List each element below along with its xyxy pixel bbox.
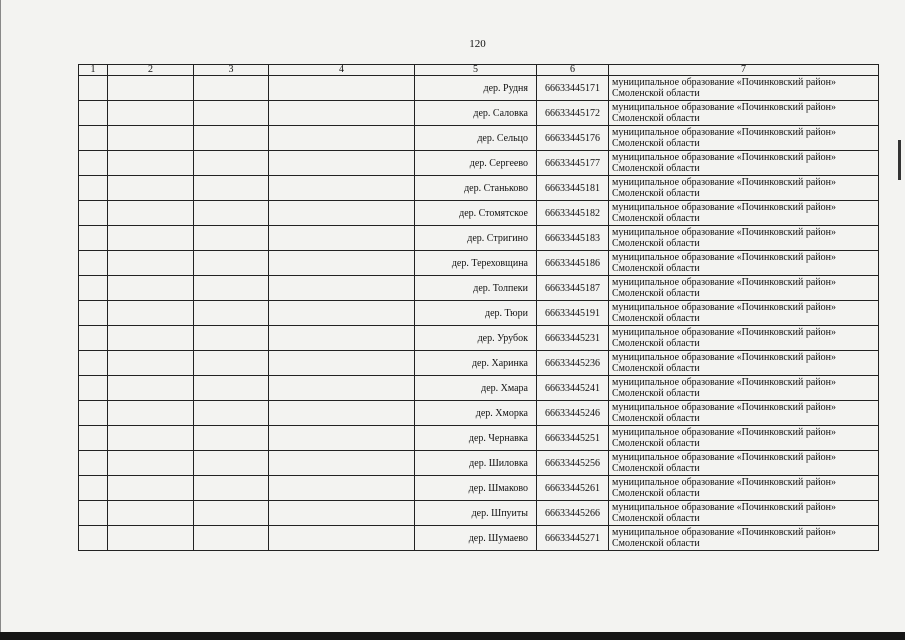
empty-cell: [269, 226, 415, 251]
empty-cell: [79, 276, 108, 301]
region-line: Смоленской области: [612, 288, 700, 299]
region-line: Смоленской области: [612, 238, 700, 249]
municipality-line: муниципальное образование «Починковский район»: [612, 202, 837, 213]
municipality-cell: [609, 401, 879, 426]
region-line: Смоленской области: [612, 488, 700, 499]
scan-margin-mark: [893, 132, 902, 138]
settlement-name-cell: дер. Шмаково: [415, 476, 537, 501]
settlement-name-cell: дер. Сергеево: [415, 151, 537, 176]
municipality-line: муниципальное образование «Починковский район»: [612, 502, 837, 513]
oktmo-code-cell: 66633445182: [537, 201, 609, 226]
column-header: 5: [415, 65, 537, 76]
empty-cell: [194, 276, 269, 301]
municipality-line: муниципальное образование «Починковский район»: [612, 527, 837, 538]
settlement-name-cell: дер. Саловка: [415, 101, 537, 126]
empty-cell: [108, 351, 194, 376]
region-line: Смоленской области: [612, 438, 700, 449]
empty-cell: [108, 376, 194, 401]
empty-cell: [194, 301, 269, 326]
empty-cell: [269, 76, 415, 101]
column-header: 6: [537, 65, 609, 76]
region-line: Смоленской области: [612, 538, 700, 549]
empty-cell: [194, 401, 269, 426]
region-line: Смоленской области: [612, 138, 700, 149]
table-row: [79, 176, 879, 201]
empty-cell: [269, 126, 415, 151]
settlement-name-cell: дер. Шумаево: [415, 526, 537, 551]
empty-cell: [79, 151, 108, 176]
empty-cell: [269, 276, 415, 301]
empty-cell: [194, 426, 269, 451]
empty-cell: [269, 101, 415, 126]
municipality-line: муниципальное образование «Починковский район»: [612, 452, 837, 463]
page-number: 120: [469, 38, 486, 50]
municipality-cell: [609, 476, 879, 501]
settlement-name-cell: дер. Станьково: [415, 176, 537, 201]
settlement-name-cell: дер. Чернавка: [415, 426, 537, 451]
settlement-name-cell: дер. Тереховщина: [415, 251, 537, 276]
table-row: [79, 76, 879, 101]
empty-cell: [108, 401, 194, 426]
municipality-cell: [609, 176, 879, 201]
region-line: Смоленской области: [612, 363, 700, 374]
empty-cell: [269, 426, 415, 451]
oktmo-code-cell: 66633445261: [537, 476, 609, 501]
municipality-cell: [609, 301, 879, 326]
empty-cell: [269, 151, 415, 176]
settlements-table: [78, 64, 879, 551]
municipality-cell: [609, 376, 879, 401]
municipality-cell: [609, 151, 879, 176]
oktmo-code-cell: 66633445266: [537, 501, 609, 526]
municipality-cell: [609, 251, 879, 276]
table-row: [79, 426, 879, 451]
region-line: Смоленской области: [612, 88, 700, 99]
oktmo-code-cell: 66633445171: [537, 76, 609, 101]
oktmo-code-cell: 66633445271: [537, 526, 609, 551]
empty-cell: [194, 201, 269, 226]
region-line: Смоленской области: [612, 513, 700, 524]
empty-cell: [194, 376, 269, 401]
settlement-name-cell: дер. Сельцо: [415, 126, 537, 151]
empty-cell: [269, 326, 415, 351]
region-line: Смоленской области: [612, 388, 700, 399]
empty-cell: [194, 501, 269, 526]
municipality-line: муниципальное образование «Починковский район»: [612, 252, 837, 263]
municipality-cell: [609, 101, 879, 126]
settlement-name-cell: дер. Шпуиты: [415, 501, 537, 526]
oktmo-code-cell: 66633445246: [537, 401, 609, 426]
region-line: Смоленской области: [612, 163, 700, 174]
table-row: [79, 326, 879, 351]
empty-cell: [79, 101, 108, 126]
empty-cell: [269, 376, 415, 401]
settlement-name-cell: дер. Урубок: [415, 326, 537, 351]
empty-cell: [79, 401, 108, 426]
empty-cell: [79, 351, 108, 376]
empty-cell: [194, 151, 269, 176]
empty-cell: [108, 501, 194, 526]
empty-cell: [108, 276, 194, 301]
empty-cell: [269, 176, 415, 201]
table-row: [79, 526, 879, 551]
oktmo-code-cell: 66633445236: [537, 351, 609, 376]
oktmo-code-cell: 66633445256: [537, 451, 609, 476]
region-line: Смоленской области: [612, 188, 700, 199]
municipality-line: муниципальное образование «Починковский район»: [612, 477, 837, 488]
oktmo-code-cell: 66633445181: [537, 176, 609, 201]
empty-cell: [269, 401, 415, 426]
empty-cell: [194, 126, 269, 151]
municipality-cell: [609, 226, 879, 251]
table-row: [79, 451, 879, 476]
empty-cell: [269, 476, 415, 501]
empty-cell: [194, 176, 269, 201]
table-row: [79, 201, 879, 226]
settlement-name-cell: дер. Стригино: [415, 226, 537, 251]
table-row: [79, 151, 879, 176]
municipality-line: муниципальное образование «Починковский район»: [612, 277, 837, 288]
region-line: Смоленской области: [612, 338, 700, 349]
table-row: [79, 376, 879, 401]
empty-cell: [269, 301, 415, 326]
empty-cell: [108, 451, 194, 476]
settlement-name-cell: дер. Хморка: [415, 401, 537, 426]
table-row: [79, 351, 879, 376]
empty-cell: [269, 451, 415, 476]
table-row: [79, 251, 879, 276]
oktmo-code-cell: 66633445183: [537, 226, 609, 251]
empty-cell: [194, 76, 269, 101]
empty-cell: [194, 226, 269, 251]
oktmo-code-cell: 66633445186: [537, 251, 609, 276]
empty-cell: [79, 426, 108, 451]
region-line: Смоленской области: [612, 463, 700, 474]
municipality-line: муниципальное образование «Починковский район»: [612, 327, 837, 338]
table-row: [79, 301, 879, 326]
municipality-cell: [609, 501, 879, 526]
oktmo-code-cell: 66633445251: [537, 426, 609, 451]
empty-cell: [108, 76, 194, 101]
empty-cell: [108, 201, 194, 226]
empty-cell: [108, 176, 194, 201]
region-line: Смоленской области: [612, 413, 700, 424]
empty-cell: [108, 251, 194, 276]
empty-cell: [108, 326, 194, 351]
scan-left-edge: [0, 0, 1, 632]
municipality-line: муниципальное образование «Починковский район»: [612, 102, 837, 113]
empty-cell: [194, 451, 269, 476]
oktmo-code-cell: 66633445231: [537, 326, 609, 351]
empty-cell: [79, 376, 108, 401]
empty-cell: [108, 526, 194, 551]
empty-cell: [194, 476, 269, 501]
settlement-name-cell: дер. Тюри: [415, 301, 537, 326]
oktmo-code-cell: 66633445191: [537, 301, 609, 326]
column-header: 2: [108, 65, 194, 76]
empty-cell: [79, 476, 108, 501]
empty-cell: [79, 176, 108, 201]
column-header: 4: [269, 65, 415, 76]
column-header: 1: [79, 65, 108, 76]
oktmo-code-cell: 66633445177: [537, 151, 609, 176]
empty-cell: [79, 251, 108, 276]
empty-cell: [108, 101, 194, 126]
settlement-name-cell: дер. Харинка: [415, 351, 537, 376]
oktmo-code-cell: 66633445241: [537, 376, 609, 401]
municipality-cell: [609, 76, 879, 101]
empty-cell: [108, 226, 194, 251]
empty-cell: [194, 526, 269, 551]
table-row: [79, 501, 879, 526]
settlement-name-cell: дер. Толпеки: [415, 276, 537, 301]
empty-cell: [108, 426, 194, 451]
column-header: 3: [194, 65, 269, 76]
settlement-name-cell: дер. Стомятское: [415, 201, 537, 226]
table-row: [79, 226, 879, 251]
table-row: [79, 126, 879, 151]
municipality-line: муниципальное образование «Починковский район»: [612, 177, 837, 188]
municipality-line: муниципальное образование «Починковский район»: [612, 227, 837, 238]
region-line: Смоленской области: [612, 113, 700, 124]
settlement-name-cell: дер. Рудня: [415, 76, 537, 101]
municipality-line: муниципальное образование «Починковский район»: [612, 127, 837, 138]
table-header-row: [79, 65, 879, 76]
oktmo-code-cell: 66633445176: [537, 126, 609, 151]
municipality-cell: [609, 326, 879, 351]
table-row: [79, 276, 879, 301]
empty-cell: [194, 101, 269, 126]
region-line: Смоленской области: [612, 213, 700, 224]
empty-cell: [79, 301, 108, 326]
municipality-line: муниципальное образование «Починковский район»: [612, 302, 837, 313]
empty-cell: [269, 501, 415, 526]
municipality-line: муниципальное образование «Починковский район»: [612, 377, 837, 388]
empty-cell: [79, 501, 108, 526]
empty-cell: [108, 476, 194, 501]
empty-cell: [79, 226, 108, 251]
empty-cell: [79, 326, 108, 351]
empty-cell: [269, 201, 415, 226]
municipality-cell: [609, 201, 879, 226]
empty-cell: [194, 326, 269, 351]
empty-cell: [269, 526, 415, 551]
municipality-line: муниципальное образование «Починковский район»: [612, 152, 837, 163]
table-row: [79, 101, 879, 126]
municipality-cell: [609, 351, 879, 376]
municipality-cell: [609, 276, 879, 301]
municipality-cell: [609, 126, 879, 151]
scan-margin-bar: [898, 140, 901, 180]
municipality-cell: [609, 526, 879, 551]
column-header: 7: [609, 65, 879, 76]
empty-cell: [79, 451, 108, 476]
table-row: [79, 476, 879, 501]
settlement-name-cell: дер. Шиловка: [415, 451, 537, 476]
empty-cell: [269, 251, 415, 276]
empty-cell: [79, 76, 108, 101]
empty-cell: [79, 201, 108, 226]
municipality-line: муниципальное образование «Починковский район»: [612, 402, 837, 413]
region-line: Смоленской области: [612, 263, 700, 274]
table-row: [79, 401, 879, 426]
empty-cell: [108, 126, 194, 151]
settlement-name-cell: дер. Хмара: [415, 376, 537, 401]
empty-cell: [108, 301, 194, 326]
region-line: Смоленской области: [612, 313, 700, 324]
empty-cell: [79, 526, 108, 551]
empty-cell: [269, 351, 415, 376]
municipality-cell: [609, 426, 879, 451]
empty-cell: [108, 151, 194, 176]
municipality-line: муниципальное образование «Починковский район»: [612, 352, 837, 363]
oktmo-code-cell: 66633445172: [537, 101, 609, 126]
empty-cell: [79, 126, 108, 151]
municipality-line: муниципальное образование «Починковский район»: [612, 427, 837, 438]
scan-bottom-edge: [0, 632, 905, 640]
empty-cell: [194, 351, 269, 376]
oktmo-code-cell: 66633445187: [537, 276, 609, 301]
empty-cell: [194, 251, 269, 276]
municipality-line: муниципальное образование «Починковский район»: [612, 77, 837, 88]
municipality-cell: [609, 451, 879, 476]
